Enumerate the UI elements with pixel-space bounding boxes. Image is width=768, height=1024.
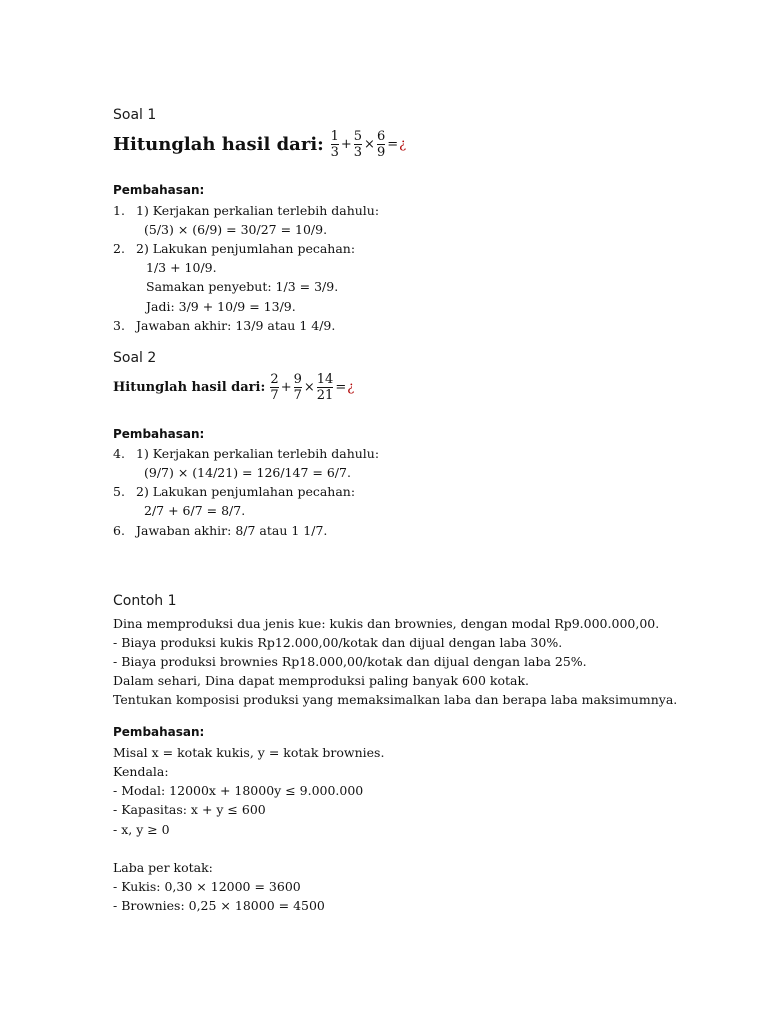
fraction-1: $\frac{1}{3}$: [330, 129, 339, 160]
step-line: Jadi: 3/9 + 10/9 = 13/9.: [146, 299, 296, 314]
solution-line: - Brownies: 0,25 × 18000 = 4500: [113, 898, 325, 913]
question-text: Hitunglah hasil dari:: [113, 380, 266, 395]
solution-line: - x, y ≥ 0: [113, 822, 170, 837]
unknown-mark: ¿: [347, 380, 355, 395]
operator: +: [340, 137, 352, 152]
step-line: 2. 2) Lakukan penjumlahan pecahan:: [113, 241, 356, 256]
fraction-2: $\frac{5}{3}$: [353, 129, 363, 160]
operator: ×: [364, 137, 375, 152]
solution-line: - Kapasitas: x + y ≤ 600: [113, 802, 266, 817]
question-text: Hitunglah hasil dari:: [113, 134, 324, 155]
contoh-1-heading: Contoh 1: [113, 593, 177, 609]
soal-1-question: [113, 130, 406, 159]
pembahasan-label: Pembahasan:: [113, 183, 205, 197]
step-line: 5. 2) Lakukan penjumlahan pecahan:: [113, 484, 356, 499]
step-line: Samakan penyebut: 1/3 = 3/9.: [146, 279, 339, 294]
soal-2-question: [113, 373, 354, 402]
solution-line: - Kukis: 0,30 × 12000 = 3600: [113, 879, 301, 894]
fraction-3: $\frac{14}{21}$: [316, 372, 334, 403]
problem-line: Dina memproduksi dua jenis kue: kukis dan brownies, dengan modal Rp9.000.000,00.: [113, 616, 660, 631]
step-line: 3. Jawaban akhir: 13/9 atau 1 4/9.: [113, 318, 336, 333]
solution-line: Kendala:: [113, 764, 169, 779]
problem-line: - Biaya produksi kukis Rp12.000,00/kotak dan dijual dengan laba 30%.: [113, 635, 563, 650]
operator: +: [280, 380, 292, 395]
operator: ×: [303, 380, 315, 395]
step-line: 6. Jawaban akhir: 8/7 atau 1 1/7.: [113, 523, 328, 538]
equals-sign: =: [387, 137, 399, 152]
step-line: 4. 1) Kerjakan perkalian terlebih dahulu:: [113, 446, 380, 461]
soal-2-heading: Soal 2: [113, 350, 157, 366]
step-line: (9/7) × (14/21) = 126/147 = 6/7.: [144, 465, 351, 480]
pembahasan-label: Pembahasan:: [113, 427, 205, 441]
solution-line: - Modal: 12000x + 18000y ≤ 9.000.000: [113, 783, 364, 798]
step-line: 1/3 + 10/9.: [146, 260, 217, 275]
problem-line: Tentukan komposisi produksi yang memaksimalkan laba dan berapa laba maksimumnya.: [113, 692, 678, 707]
step-line: (5/3) × (6/9) = 30/27 = 10/9.: [144, 222, 328, 237]
pembahasan-label: Pembahasan:: [113, 725, 205, 739]
step-line: 1. 1) Kerjakan perkalian terlebih dahulu:: [113, 203, 380, 218]
equals-sign: =: [335, 380, 347, 395]
solution-line: Laba per kotak:: [113, 860, 213, 875]
fraction-1: $\frac{2}{7}$: [270, 372, 279, 403]
problem-line: - Biaya produksi brownies Rp18.000,00/kotak dan dijual dengan laba 25%.: [113, 654, 587, 669]
step-line: 2/7 + 6/7 = 8/7.: [144, 503, 246, 518]
problem-line: Dalam sehari, Dina dapat memproduksi paling banyak 600 kotak.: [113, 673, 530, 688]
fraction-2: $\frac{9}{7}$: [293, 372, 302, 403]
unknown-mark: ¿: [399, 137, 407, 152]
soal-1-heading: Soal 1: [113, 107, 157, 123]
solution-line: Misal x = kotak kukis, y = kotak brownies.: [113, 745, 385, 760]
fraction-3: $\frac{6}{9}$: [376, 129, 386, 160]
